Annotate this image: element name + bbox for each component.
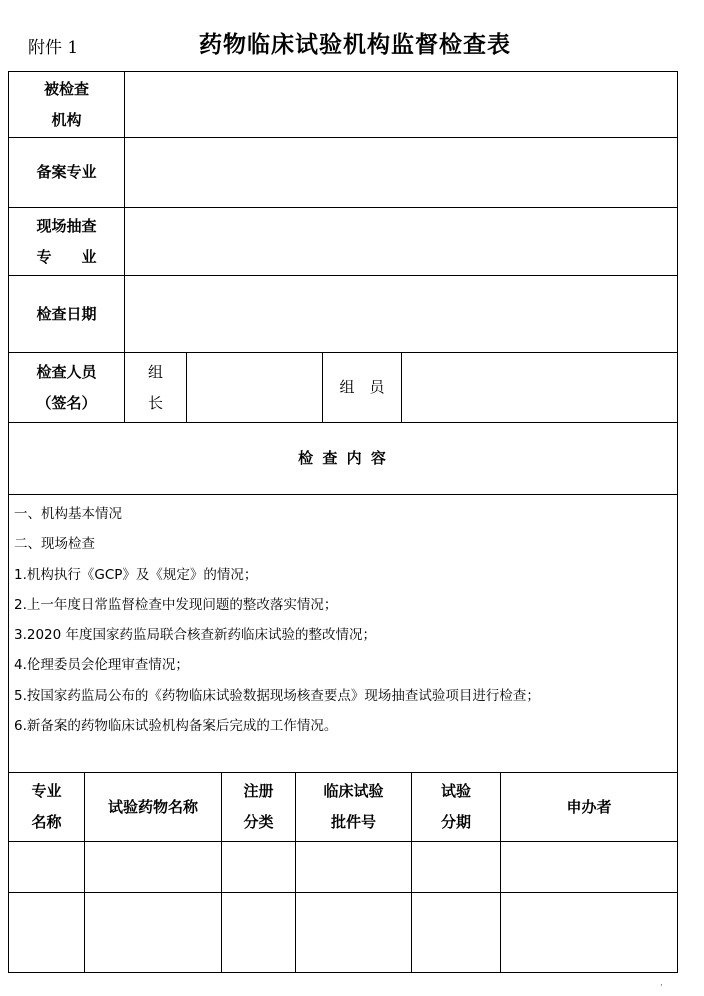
table-row[interactable]	[9, 842, 677, 892]
inspected-institution-field[interactable]	[125, 72, 677, 137]
attachment-label: 附件 1	[28, 38, 79, 58]
list-item: 1.机构执行《GCP》及《规定》的情况；	[14, 566, 258, 583]
list-item: 4.伦理委员会伦理审查情况；	[14, 657, 189, 674]
team-member-label: 组 员	[339, 378, 385, 396]
list-item: 6.新备案的药物临床试验机构备案后完成的工作情况。	[14, 718, 338, 735]
section-heading: 检 查 内 容	[298, 449, 388, 467]
list-item: 2.上一年度日常监督检查中发现问题的整改落实情况；	[14, 596, 338, 613]
spot-check-specialty-label: 现场抽查 专 业	[36, 216, 97, 266]
spot-check-specialty-field[interactable]	[125, 208, 677, 275]
list-item: 3.2020 年度国家药监局联合核查新药临床试验的整改情况；	[14, 627, 377, 644]
table-row[interactable]	[9, 893, 677, 972]
inspection-content-list	[14, 503, 674, 745]
column-header-specialty: 专业 名称	[31, 782, 62, 831]
column-header-trial-phase: 试验 分期	[440, 782, 471, 831]
team-member-signature-field[interactable]	[402, 353, 677, 422]
list-item: 一、机构基本情况	[14, 506, 122, 522]
inspection-date-field[interactable]	[125, 276, 677, 352]
inspected-institution-label: 被检查 机构	[43, 79, 89, 129]
column-header-drug-name: 试验药物名称	[107, 797, 198, 816]
footer-mark: ·	[660, 981, 663, 991]
column-header-sponsor: 申办者	[566, 797, 612, 816]
list-item: 5.按国家药监局公布的《药物临床试验数据现场核查要点》现场抽查试验项目进行检查；	[14, 687, 540, 704]
registered-specialty-label: 备案专业	[36, 163, 97, 181]
column-header-registration-class: 注册 分类	[243, 782, 274, 831]
list-item: 二、现场检查	[14, 536, 95, 553]
page-title: 药物临床试验机构监督检查表	[199, 32, 511, 58]
registered-specialty-field[interactable]	[125, 138, 677, 207]
inspection-date-label: 检查日期	[36, 304, 97, 323]
row-divider	[8, 494, 678, 495]
inspectors-label: 检查人员 （签名）	[36, 362, 97, 412]
column-header-approval-number: 临床试验 批件号	[323, 782, 384, 831]
team-leader-signature-field[interactable]	[187, 353, 322, 422]
team-leader-label: 组 长	[147, 362, 163, 412]
